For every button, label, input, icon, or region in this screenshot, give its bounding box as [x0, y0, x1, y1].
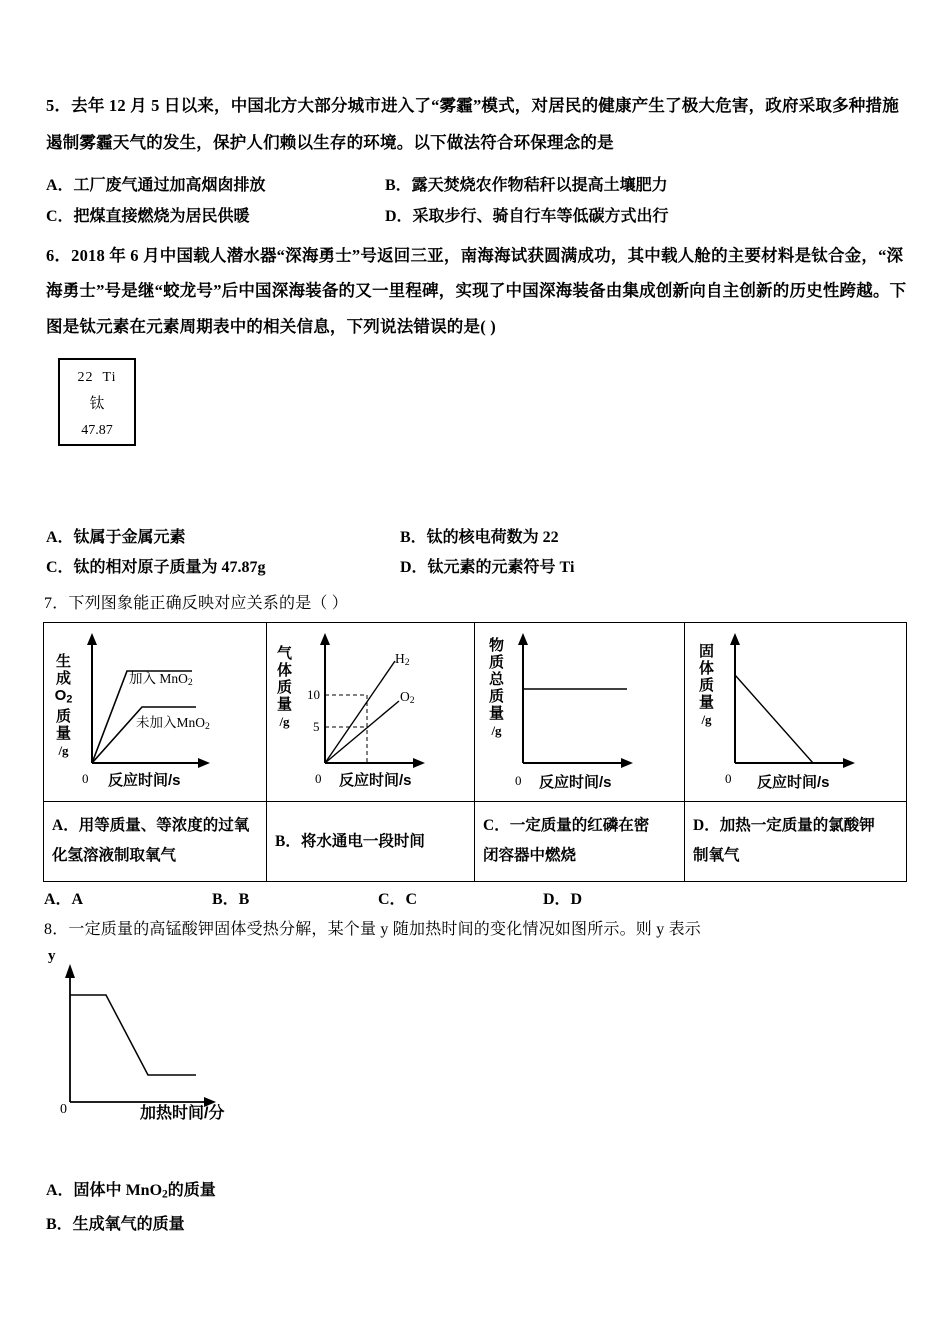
chart-b-xlabel: 反应时间/s — [339, 772, 412, 789]
q7-option-a[interactable]: A．A — [44, 891, 84, 908]
q8-option-a-prefix: A．固体中 — [46, 1182, 126, 1199]
caption-cell-b[interactable] — [267, 803, 474, 881]
q6-stem-line3: 图是钛元素在元素周期表中的相关信息，下列说法错误的是( ) — [46, 317, 496, 336]
q5-option-b[interactable]: B．露天焚烧农作物秸秆以提高土壤肥力 — [385, 177, 668, 194]
q5-stem-line1: 5．去年 12 月 5 日以来，中国北方大部分城市进入了“雾霾”模式，对居民的健康产生了极大危害，政府采取多种措施 — [46, 96, 899, 115]
q8-ylabel: y — [48, 948, 56, 964]
q6-option-c[interactable]: C．钛的相对原子质量为 47.87g — [46, 559, 266, 576]
element-symbol: Ti — [102, 370, 117, 385]
caption-c-line1: C．一定质量的红磷在密 — [483, 817, 650, 834]
caption-cell-a[interactable] — [44, 803, 266, 881]
q6-stem-line2: 海勇士”号是继“蛟龙号”后中国深海装备的又一里程碑，实现了中国深海装备由集成创新向自主创新的历史性跨越。下 — [46, 281, 907, 300]
chart-c-xlabel: 反应时间/s — [539, 774, 612, 791]
chart-c-origin-label: 0 — [515, 773, 522, 788]
caption-b-line1: B．将水通电一段时间 — [275, 833, 425, 850]
chart-a-origin-label: 0 — [82, 771, 89, 786]
caption-a-line2: 化氢溶液制取氧气 — [52, 847, 177, 864]
q6-option-b[interactable]: B．钛的核电荷数为 22 — [400, 529, 559, 546]
q8-xlabel: 加热时间/分 — [140, 1105, 225, 1122]
element-box-row-number-symbol — [60, 371, 134, 385]
q7-option-b[interactable]: B．B — [212, 891, 250, 908]
chart-cell-d — [685, 623, 907, 801]
caption-d-line2: 制氧气 — [693, 847, 740, 864]
chart-cell-b — [267, 623, 474, 801]
q8-option-a-subscript: 2 — [162, 1188, 168, 1201]
chart-b-ylabel: 气 体 质 量 /g — [276, 645, 292, 729]
caption-a-line1: A．用等质量、等浓度的过氧 — [52, 817, 250, 834]
chart-d-ylabel: 固 体 质 量 /g — [698, 643, 714, 727]
table-row-divider — [44, 801, 906, 802]
q8-stem: 8．一定质量的高锰酸钾固体受热分解，某个量 y 随加热时间的变化情况如图所示。则 y 表示 — [44, 921, 702, 938]
q5-option-c[interactable]: C．把煤直接燃烧为居民供暖 — [46, 208, 250, 225]
q8-option-a[interactable] — [46, 1177, 216, 1201]
q8-origin-label: 0 — [60, 1102, 67, 1117]
chart-b-ytick-10: 10 — [307, 687, 320, 702]
q8-option-b[interactable]: B．生成氧气的质量 — [46, 1216, 185, 1233]
q8-option-a-suffix: 的质量 — [167, 1182, 216, 1199]
chart-cell-c — [475, 623, 684, 801]
chart-b-series-label-h2: $H_2$ — [395, 651, 410, 669]
caption-d-line1: D．加热一定质量的氯酸钾 — [693, 817, 875, 834]
chart-cell-a — [44, 623, 266, 801]
chart-c-ylabel: 物 质 总 质 量 /g — [488, 637, 504, 738]
q7-option-d[interactable]: D．D — [543, 891, 583, 908]
q7-options-table — [43, 622, 907, 882]
caption-cell-c[interactable] — [475, 803, 684, 881]
chart-b-series-label-o2: $O_2$ — [400, 689, 415, 707]
q8-plot — [48, 952, 298, 1117]
chart-a-ylabel: 生 成 $O_2$ 质 量 /g — [54, 653, 73, 759]
chart-a-xlabel: 反应时间/s — [108, 772, 181, 789]
chart-b-ytick-5: 5 — [313, 719, 320, 734]
element-atomic-number: 22 — [77, 370, 94, 385]
chart-a-series-label-1: 加入 MnO$_2$ — [129, 671, 193, 689]
q7-stem: 7．下列图象能正确反映对应关系的是（ ） — [44, 595, 349, 612]
q6-option-a[interactable]: A．钛属于金属元素 — [46, 529, 186, 546]
chart-d-xlabel: 反应时间/s — [757, 774, 830, 791]
element-info-box — [58, 358, 136, 446]
chart-b-origin-label: 0 — [315, 771, 322, 786]
caption-c-line2: 闭容器中燃烧 — [483, 847, 577, 864]
q8-chart — [48, 948, 298, 1122]
element-name-cn: 钛 — [89, 396, 105, 412]
q5-stem-line2: 遏制雾霾天气的发生，保护人们赖以生存的环境。以下做法符合环保理念的是 — [46, 133, 614, 152]
q6-stem-line1: 6．2018 年 6 月中国载人潜水器“深海勇士”号返回三亚，南海海试获圆满成功，其中载人舱的主要材料是钛合金，“深 — [46, 246, 904, 265]
q8-option-a-formula: MnO — [125, 1182, 163, 1199]
q5-option-d[interactable]: D．采取步行、骑自行车等低碳方式出行 — [385, 208, 669, 225]
q5-option-a[interactable]: A．工厂废气通过加高烟囱排放 — [46, 177, 266, 194]
chart-d-origin-label: 0 — [725, 771, 732, 786]
q6-option-d[interactable]: D．钛元素的元素符号 Ti — [400, 559, 575, 576]
q7-option-c[interactable]: C．C — [378, 891, 418, 908]
chart-a-series-label-2: 未加入MnO$_2$ — [136, 715, 210, 733]
caption-cell-d[interactable] — [685, 803, 907, 881]
element-atomic-mass: 47.87 — [81, 423, 113, 438]
